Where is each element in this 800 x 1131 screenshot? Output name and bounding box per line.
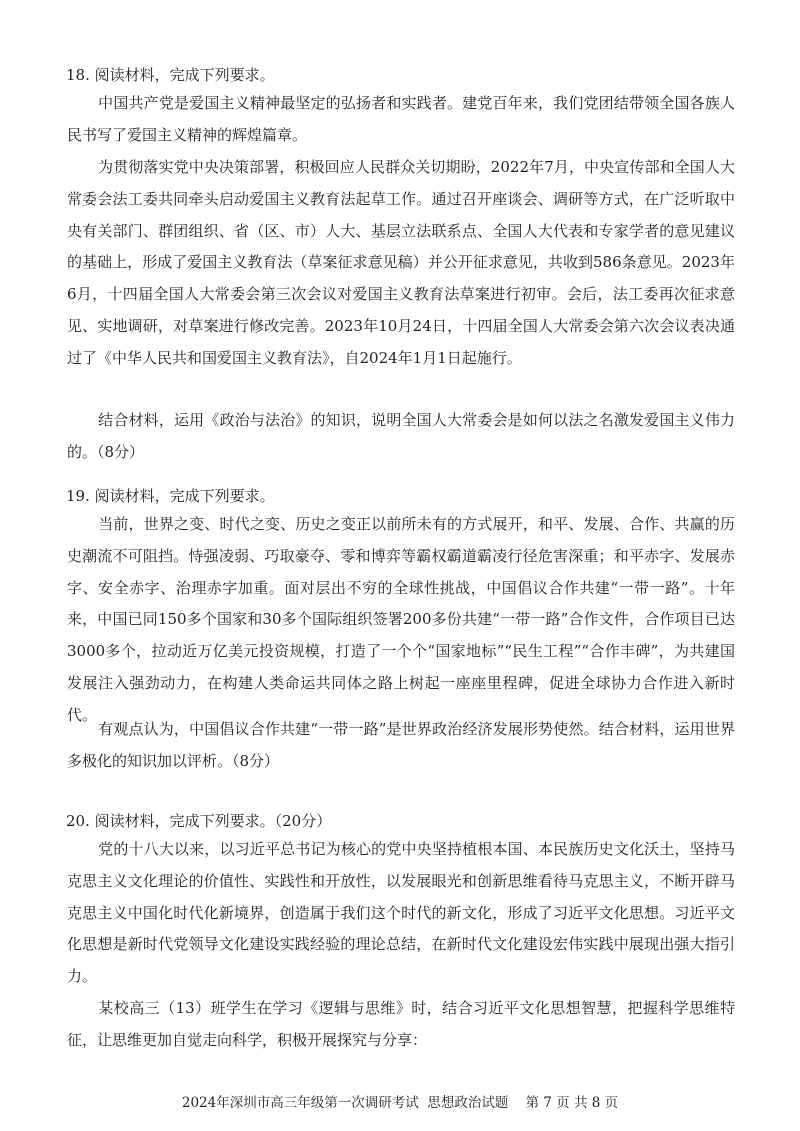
question-19-title: 19. 阅读材料，完成下列要求。	[66, 487, 275, 505]
question-19-prompt: 有观点认为，中国倡议合作共建“一带一路”是世界政治经济发展形势使然。结合材料，运用世界多极化的知识加以评析。（8分）	[67, 720, 735, 770]
page-footer: 2024年深圳市高三年级第一次调研考试 思想政治试题 第 7 页 共 8 页	[181, 1095, 619, 1111]
question-18-prompt: 结合材料，运用《政治与法治》的知识，说明全国人大常委会是如何以法之名激发爱国主义伟力的。（8分）	[67, 411, 735, 461]
question-20-paragraph-2: 某校高三（13）班学生在学习《逻辑与思维》时，结合习近平文化思想智慧，把握科学思维特征，让思维更加自觉走向科学，积极开展探究与分享：	[67, 999, 735, 1049]
question-18-paragraph-1: 中国共产党是爱国主义精神最坚定的弘扬者和实践者。建党百年来，我们党团结带领全国各族人民书写了爱国主义精神的辉煌篇章。	[67, 94, 735, 144]
question-20-paragraph-1: 党的十八大以来，以习近平总书记为核心的党中央坚持植根本国、本民族历史文化沃土，坚持马克思主义文化理论的价值性、实践性和开放性，以发展眼光和创新思维看待马克思主义，不断开辟马克思主义中国化时代化新境界，创造属于我们这个时代的新文化，形成了习近平文化思想。习近平文化思想是新时代党领导文化建设实践经验的理论总结，在新时代文化建设宏伟实践中展现出强大指引力。	[67, 840, 735, 986]
question-20-title: 20. 阅读材料，完成下列要求。（20分）	[66, 812, 332, 830]
question-18-title: 18. 阅读材料，完成下列要求。	[66, 66, 275, 84]
question-19-paragraph-1: 当前，世界之变、时代之变、历史之变正以前所未有的方式展开，和平、发展、合作、共赢的历史潮流不可阻挡。恃强凌弱、巧取豪夺、零和博弈等霸权霸道霸凌行径危害深重；和平赤字、发展赤字、安全赤字、治理赤字加重。面对层出不穷的全球性挑战，中国倡议合作共建“一带一路”。十年来，中国已同150多个国家和30多个国际组织签署200多份共建“一带一路”合作文件，合作项目已达3000多个，拉动近万亿美元投资规模，打造了一个个“国家地标”“民生工程”“合作丰碑”，为共建国发展注入强劲动力，在构建人类命运共同体之路上树起一座座里程碑，促进全球协力合作进入新时代。	[67, 515, 735, 724]
question-18-paragraph-2: 为贯彻落实党中央决策部署，积极回应人民群众关切期盼，2022年7月，中央宣传部和全国人大常委会法工委共同牵头启动爱国主义教育法起草工作。通过召开座谈会、调研等方式，在广泛听取中央有关部门、群团组织、省（区、市）人大、基层立法联系点、全国人大代表和专家学者的意见建议的基础上，形成了爱国主义教育法（草案征求意见稿）并公开征求意见，共收到586条意见。2023年6月，十四届全国人大常委会第三次会议对爱国主义教育法草案进行初审。会后，法工委再次征求意见、实地调研，对草案进行修改完善。2023年10月24日，十四届全国人大常委会第六次会议表决通过了《中华人民共和国爱国主义教育法》，自2024年1月1日起施行。	[67, 158, 735, 367]
